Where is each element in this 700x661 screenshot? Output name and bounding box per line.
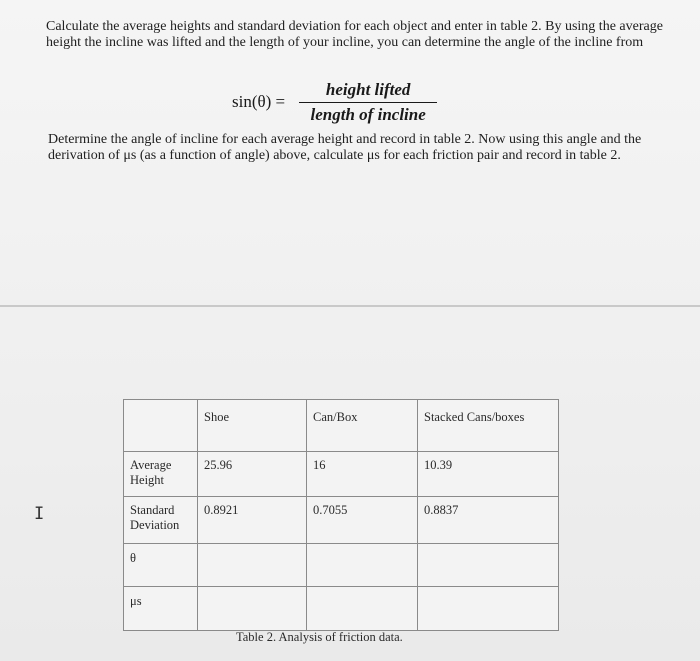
table-row bbox=[124, 497, 559, 544]
row-label-average-height[interactable]: Average Height bbox=[124, 452, 198, 497]
formula-fraction bbox=[299, 80, 437, 125]
sine-formula bbox=[232, 76, 437, 128]
table-cell[interactable] bbox=[307, 544, 418, 587]
table-cell[interactable] bbox=[198, 544, 307, 587]
instruction-paragraph-2: Determine the angle of incline for each average height and record in table 2. Now using this angle and the derivation of μs (as a function of angle) above, calculate μs for each friction pair and record in table 2. bbox=[48, 132, 642, 163]
instruction-paragraph-1: Calculate the average heights and standard deviation for each object and enter in table 2. By using the average height the incline was lifted and the length of your incline, you can determine the angle of the incline from bbox=[46, 19, 663, 50]
table-row bbox=[124, 544, 559, 587]
row-label-standard-deviation[interactable]: Standard Deviation bbox=[124, 497, 198, 544]
formula-lhs: sin(θ) = bbox=[232, 92, 286, 111]
formula-numerator: height lifted bbox=[299, 80, 437, 103]
table-cell[interactable]: 0.8837 bbox=[418, 497, 559, 544]
formula-denominator: length of incline bbox=[310, 104, 426, 124]
table-cell[interactable] bbox=[198, 587, 307, 631]
table-cell[interactable]: 16 bbox=[307, 452, 418, 497]
text-cursor-icon: I bbox=[34, 504, 45, 524]
table-header-cell[interactable] bbox=[124, 400, 198, 452]
table-caption: Table 2. Analysis of friction data. bbox=[236, 630, 403, 644]
row-label-mu-s[interactable]: μs bbox=[124, 587, 198, 631]
table-header-cell[interactable]: Stacked Cans/boxes bbox=[418, 400, 559, 452]
table-cell[interactable] bbox=[307, 587, 418, 631]
table-cell[interactable]: 25.96 bbox=[198, 452, 307, 497]
page-divider bbox=[0, 305, 700, 307]
table-header-cell[interactable]: Shoe bbox=[198, 400, 307, 452]
table-cell[interactable]: 0.7055 bbox=[307, 497, 418, 544]
table-header-row bbox=[124, 400, 559, 452]
table-row bbox=[124, 452, 559, 497]
table-cell[interactable] bbox=[418, 587, 559, 631]
row-label-theta[interactable]: θ bbox=[124, 544, 198, 587]
table-cell[interactable] bbox=[418, 544, 559, 587]
friction-data-table bbox=[123, 399, 559, 631]
table-header-cell[interactable]: Can/Box bbox=[307, 400, 418, 452]
table-row bbox=[124, 587, 559, 631]
table-cell[interactable]: 0.8921 bbox=[198, 497, 307, 544]
table-cell[interactable]: 10.39 bbox=[418, 452, 559, 497]
